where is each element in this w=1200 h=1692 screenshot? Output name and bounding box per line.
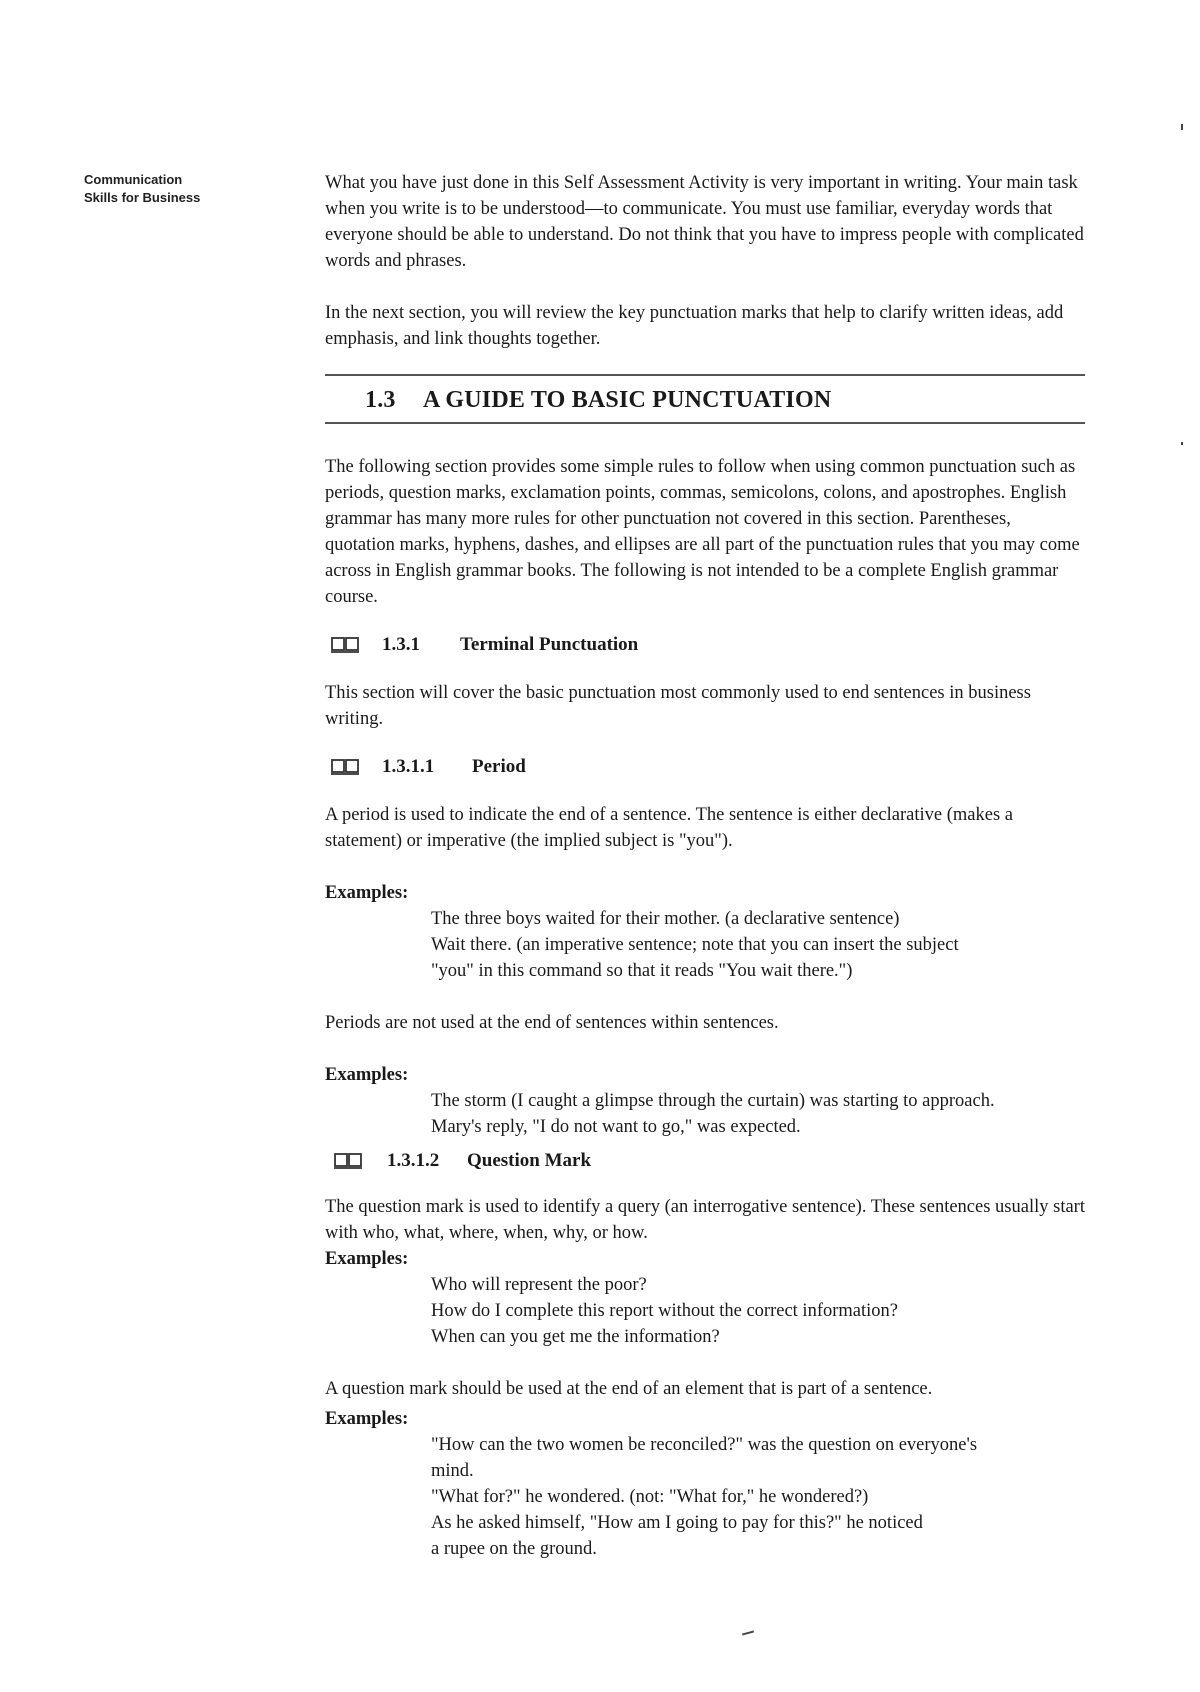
scan-mark — [1181, 124, 1183, 130]
body-paragraph: The following section provides some simple rules to follow when using common punctuation such as periods, question marks, exclamation points, commas, semicolons, colons, and apostrophes. English grammar has many more rules for other punctuation not covered in this section. Parentheses, quotation marks, hyphens, dashes, and ellipses are all part of the punctuation rules that you may come across in English grammar books. The following is not intended to be a complete English grammar course. — [325, 457, 1080, 607]
example-line: When can you get me the information? — [431, 1327, 720, 1347]
subsection-number: 1.3.1.1 — [382, 756, 435, 777]
example-line: "What for?" he wondered. (not: "What for," he wondered?) — [431, 1487, 869, 1507]
example-line: Wait there. (an imperative sentence; note that you can insert the subject — [431, 935, 959, 955]
section-heading — [325, 374, 1085, 424]
examples-label: Examples: — [325, 1249, 409, 1269]
section-number: 1.3 — [365, 387, 396, 413]
subsection-heading — [325, 754, 1085, 780]
body-paragraph: The question mark is used to identify a query (an interrogative sentence). These sentences usually start with who, what, where, when, why, or how. — [325, 1197, 1085, 1243]
subsection-title: Question Mark — [467, 1150, 592, 1171]
subsection-number: 1.3.1.2 — [387, 1150, 440, 1171]
example-line: How do I complete this report without the correct information? — [431, 1301, 898, 1321]
examples-block — [325, 1246, 1085, 1350]
example-line: mind. — [431, 1461, 474, 1481]
running-header — [84, 171, 200, 207]
scan-mark — [1181, 442, 1183, 445]
example-line: "How can the two women be reconciled?" was the question on everyone's — [431, 1435, 978, 1455]
subsection-title: Period — [472, 756, 526, 777]
example-line: Who will represent the poor? — [431, 1275, 647, 1295]
scan-mark — [742, 1630, 754, 1635]
body-paragraph: In the next section, you will review the key punctuation marks that help to clarify written ideas, add emphasis, and link thoughts together. — [325, 303, 1064, 349]
examples-label: Examples: — [325, 1065, 409, 1085]
subsection-number: 1.3.1 — [382, 634, 420, 655]
examples-block — [325, 1062, 1085, 1140]
examples-block — [325, 1406, 1085, 1562]
body-paragraph: Periods are not used at the end of sentences within sentences. — [325, 1013, 779, 1033]
example-line: As he asked himself, "How am I going to pay for this?" he noticed — [431, 1513, 923, 1533]
subsection-heading — [325, 1148, 1085, 1174]
running-header-line: Skills for Business — [84, 190, 201, 205]
book-icon — [330, 636, 360, 654]
example-line: a rupee on the ground. — [431, 1539, 597, 1559]
examples-label: Examples: — [325, 1409, 409, 1429]
example-line: Mary's reply, "I do not want to go," was expected. — [431, 1117, 801, 1137]
subsection-title: Terminal Punctuation — [460, 634, 639, 655]
examples-block — [325, 880, 1085, 984]
body-paragraph: A period is used to indicate the end of a sentence. The sentence is either declarative (makes a statement) or imperative (the implied subject is "you"). — [325, 805, 1013, 851]
section-title: A GUIDE TO BASIC PUNCTUATION — [423, 387, 832, 413]
body-paragraph: What you have just done in this Self Assessment Activity is very important in writing. Your main task when you write is to be understood—to communicate. You must use familiar, everyday words that everyone should be able to understand. Do not think that you have to impress people with complicated words and phrases. — [325, 173, 1084, 271]
body-paragraph: A question mark should be used at the end of an element that is part of a sentence. — [325, 1379, 933, 1399]
body-paragraph: This section will cover the basic punctuation most commonly used to end sentences in business writing. — [325, 683, 1031, 729]
book-icon — [333, 1152, 363, 1170]
book-icon — [330, 758, 360, 776]
examples-label: Examples: — [325, 883, 409, 903]
example-line: "you" in this command so that it reads "You wait there.") — [431, 961, 853, 981]
example-line: The three boys waited for their mother. (a declarative sentence) — [431, 909, 900, 929]
subsection-heading — [325, 632, 1085, 658]
running-header-line: Communication — [84, 172, 183, 187]
page-body — [325, 170, 1085, 1562]
example-line: The storm (I caught a glimpse through the curtain) was starting to approach. — [431, 1091, 995, 1111]
